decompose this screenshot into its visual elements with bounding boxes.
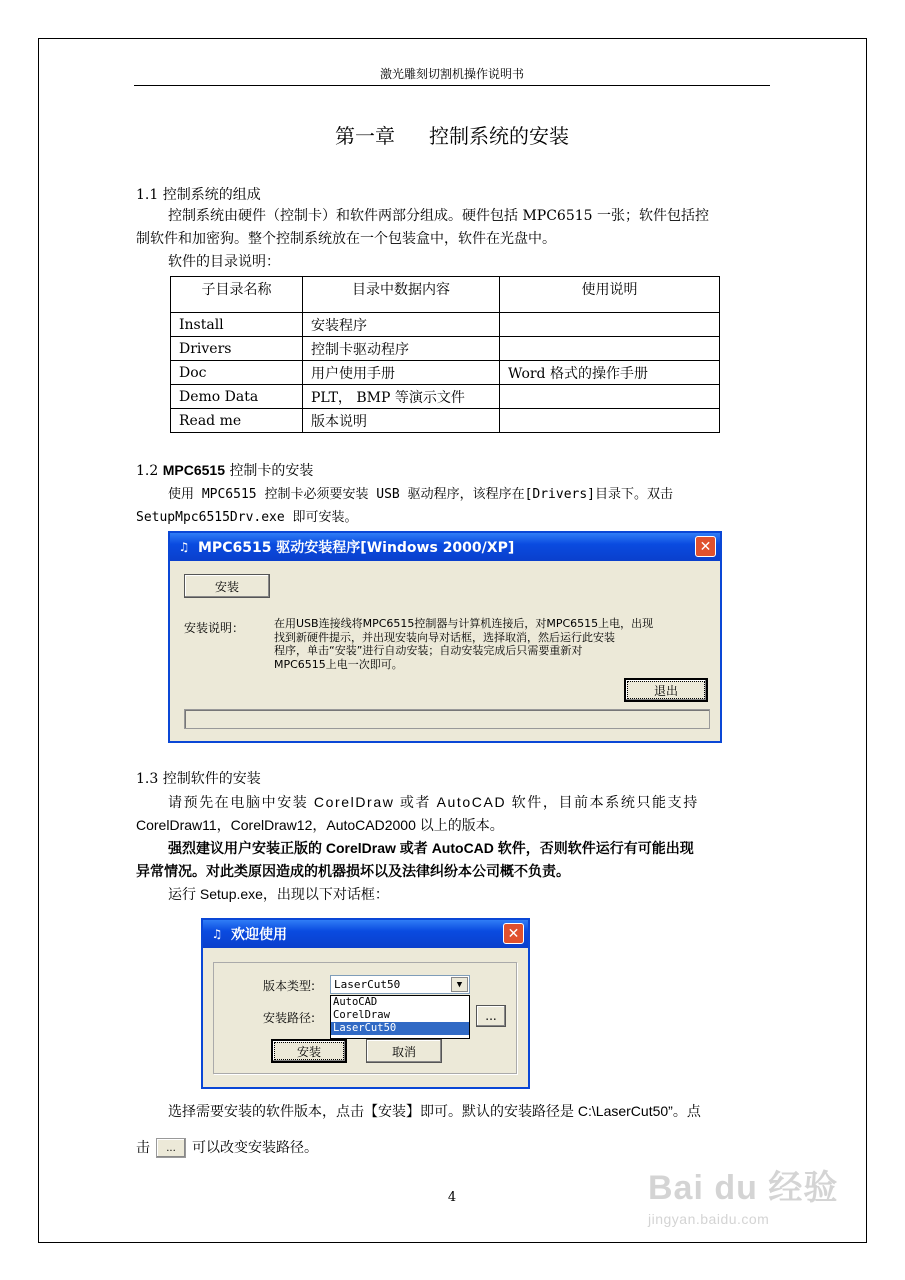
col-header-usage: 使用说明 xyxy=(500,277,720,313)
table-cell: 用户使用手册 xyxy=(303,361,500,385)
table-cell xyxy=(500,313,720,337)
after-dialog-paragraph xyxy=(136,1100,770,1160)
driver-install-dialog xyxy=(168,531,722,743)
run-setup-text: 运行 Setup.exe，出现以下对话框： xyxy=(168,886,389,902)
app-icon: ♫ xyxy=(211,927,223,941)
table-cell: Drivers xyxy=(171,337,303,361)
exit-button[interactable]: 退出 xyxy=(624,678,708,702)
dropdown-option[interactable]: AutoCAD xyxy=(333,996,378,1008)
table-cell xyxy=(500,385,720,409)
cancel-button[interactable]: 取消 xyxy=(366,1039,442,1063)
section-1-1-paragraph xyxy=(136,205,770,274)
para-line: 使用 MPC6515 控制卡必须要安装 USB 驱动程序，该程序在[Drivers]目录下。双击 xyxy=(168,487,674,502)
table-header-row xyxy=(171,277,720,313)
section-1-3-heading: 1.3 控制软件的安装 xyxy=(136,771,261,787)
install-desc-label: 安装说明： xyxy=(184,621,245,635)
install-button[interactable]: 安装 xyxy=(184,574,270,598)
section-1-3-paragraph xyxy=(136,791,770,906)
table-row xyxy=(171,385,720,409)
header-rule xyxy=(134,85,770,86)
dialog-title: 欢迎使用 xyxy=(231,927,287,943)
version-value: LaserCut50 xyxy=(334,978,401,991)
desc-line: 在用USB连接线将MPC6515控制器与计算机连接后，对MPC6515上电，出现 xyxy=(274,617,654,630)
table-cell: Demo Data xyxy=(171,385,303,409)
para-line xyxy=(136,1137,770,1160)
table-row xyxy=(171,409,720,433)
running-header: 激光雕刻切割机操作说明书 xyxy=(379,67,524,81)
text-fragment: 可以改变安装路径。 xyxy=(192,1140,318,1156)
dropdown-option-selected[interactable]: LaserCut50 xyxy=(331,1022,469,1035)
close-button[interactable]: ✕ xyxy=(695,536,716,557)
app-icon: ♫ xyxy=(178,540,190,554)
dialog-titlebar xyxy=(203,920,528,948)
para-line: SetupMpc6515Drv.exe 即可安装。 xyxy=(136,510,358,525)
install-button[interactable]: 安装 xyxy=(271,1039,347,1063)
section-1-2-heading xyxy=(136,460,313,480)
directory-intro: 软件的目录说明： xyxy=(168,254,280,270)
table-cell: Read me xyxy=(171,409,303,433)
browse-button[interactable]: ... xyxy=(476,1005,506,1027)
col-header-content: 目录中数据内容 xyxy=(303,277,500,313)
warning-line: 异常情况。对此类原因造成的机器损坏以及法律纠纷本公司概不负责。 xyxy=(136,863,570,879)
section-bold-term: MPC6515 xyxy=(162,462,225,478)
table-row xyxy=(171,361,720,385)
chapter-title xyxy=(134,120,770,149)
dialog-titlebar xyxy=(170,533,720,561)
section-number: 1.2 xyxy=(136,463,159,479)
table-cell: Doc xyxy=(171,361,303,385)
section-1-2-paragraph xyxy=(136,483,770,529)
para-line: 制软件和加密狗。整个控制系统放在一个包装盒中，软件在光盘中。 xyxy=(136,231,556,247)
table-cell xyxy=(500,409,720,433)
table-cell: 版本说明 xyxy=(303,409,500,433)
version-select[interactable] xyxy=(330,975,470,994)
section-title: 控制卡的安装 xyxy=(229,463,314,479)
table-cell: 控制卡驱动程序 xyxy=(303,337,500,361)
desc-line: 找到新硬件提示，并出现安装向导对话框，选择取消，然后运行此安装 xyxy=(274,630,615,644)
watermark-url: jingyan.baidu.com xyxy=(648,1211,770,1227)
page-number: 4 xyxy=(447,1190,457,1205)
text-fragment: 击 xyxy=(136,1140,150,1156)
status-bar xyxy=(184,709,710,729)
path-label: 安装路径: xyxy=(263,1011,316,1025)
table-cell xyxy=(500,337,720,361)
baidu-watermark xyxy=(648,1160,838,1227)
desc-line: 程序，单击“安装”进行自动安装；自动安装完成后只需要重新对 xyxy=(274,644,583,657)
table-cell: Install xyxy=(171,313,303,337)
warning-line: 强烈建议用户安装正版的 CorelDraw 或者 AutoCAD 软件，否则软件运行有可能出现 xyxy=(168,840,694,856)
install-desc-text xyxy=(274,617,714,671)
table-row xyxy=(171,337,720,361)
col-header-name: 子目录名称 xyxy=(171,277,303,313)
watermark-brand: Bai du 经验 xyxy=(648,1169,839,1207)
para-line: 请预先在电脑中安装 CorelDraw 或者 AutoCAD 软件，目前本系统只能支持 xyxy=(168,794,699,810)
para-line: 控制系统由硬件（控制卡）和软件两部分组成。硬件包括 MPC6515 一张；软件包括控 xyxy=(168,208,709,224)
directory-table xyxy=(170,276,720,433)
version-label: 版本类型: xyxy=(263,979,316,993)
table-cell: Word 格式的操作手册 xyxy=(500,361,720,385)
table-cell: PLT， BMP 等演示文件 xyxy=(303,385,500,409)
dialog-title: MPC6515 驱动安装程序[Windows 2000/XP] xyxy=(198,540,515,556)
para-line: 选择需要安装的软件版本，点击【安装】即可。默认的安装路径是 C:\LaserCut50”。点 xyxy=(168,1103,701,1119)
table-row xyxy=(171,313,720,337)
para-line: CorelDraw11，CorelDraw12，AutoCAD2000 以上的版本。 xyxy=(136,817,504,833)
section-1-1-heading: 1.1 控制系统的组成 xyxy=(136,187,261,203)
dropdown-option[interactable]: CorelDraw xyxy=(333,1009,390,1021)
chapter-name: 控制系统的安装 xyxy=(429,124,569,148)
version-dropdown-list xyxy=(330,995,470,1039)
browse-button-illustration: ... xyxy=(156,1138,186,1158)
table-cell: 安装程序 xyxy=(303,313,500,337)
chevron-down-icon[interactable]: ▼ xyxy=(451,977,468,992)
welcome-dialog xyxy=(201,918,530,1089)
chapter-number: 第一章 xyxy=(335,124,395,148)
close-button[interactable]: ✕ xyxy=(503,923,524,944)
desc-line: MPC6515上电一次即可。 xyxy=(274,657,403,671)
